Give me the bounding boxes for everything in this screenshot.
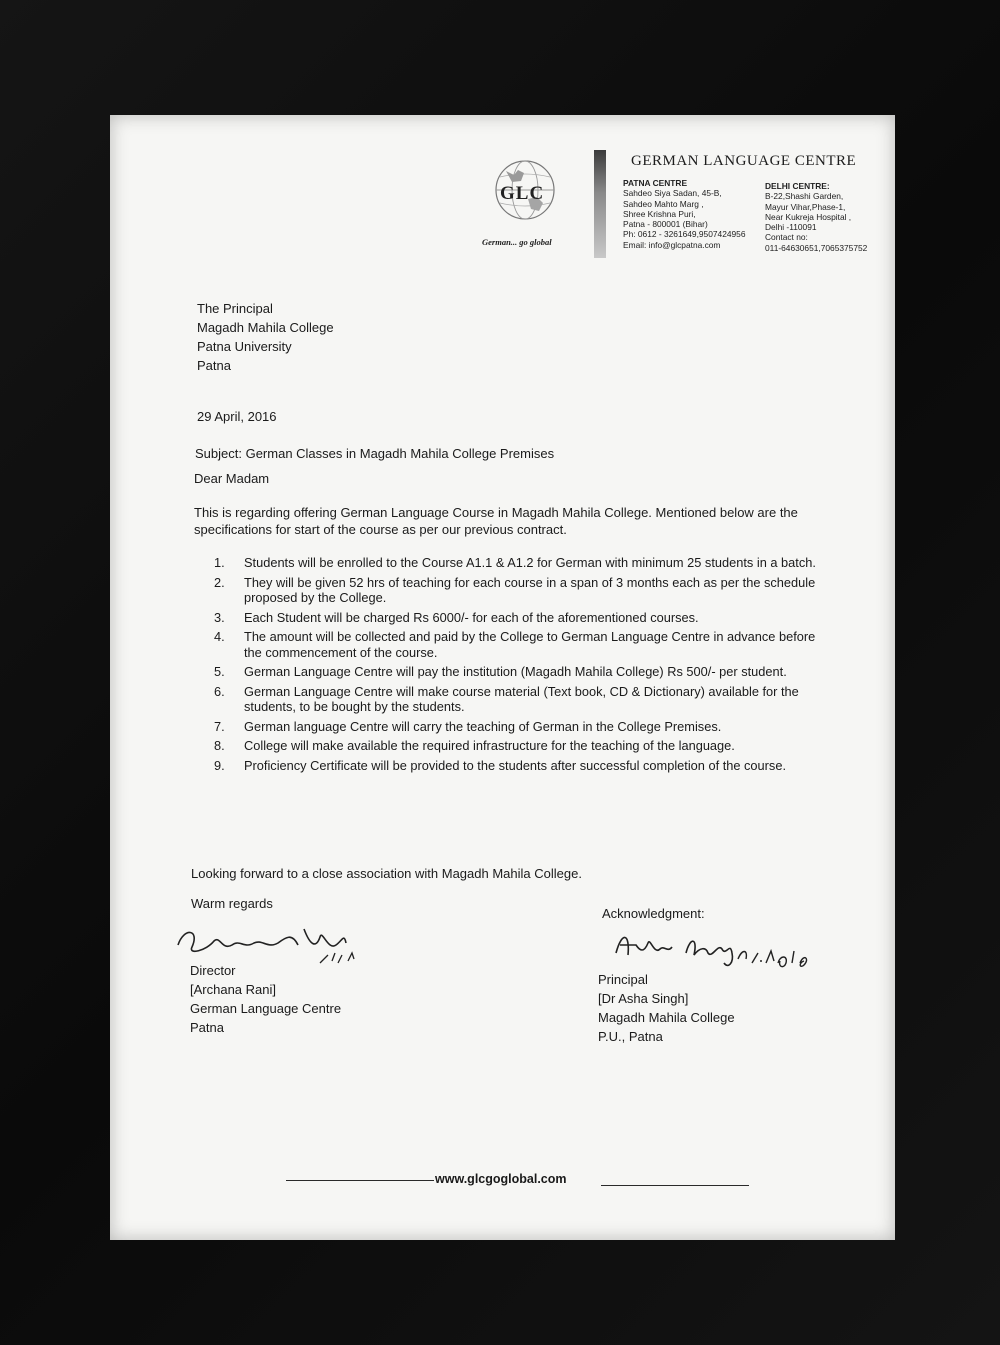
address-line: Delhi -110091: [765, 222, 817, 233]
footer-rule-left: [286, 1180, 434, 1181]
warm-regards: Warm regards: [191, 896, 273, 911]
principal-title: Principal: [598, 972, 648, 987]
list-item: 7. German language Centre will carry the teaching of German in the College Premises.: [214, 718, 722, 734]
principal-block: [598, 970, 735, 1046]
email-line: Email: info@glcpatna.com: [623, 239, 721, 250]
letter-sheet: [110, 115, 895, 1240]
principal-university: P.U., Patna: [598, 1029, 663, 1044]
patna-centre-heading: PATNA CENTRE: [623, 178, 688, 188]
list-item: 2. They will be given 52 hrs of teaching for each course in a span of 3 months each as per the schedule proposed by the College.: [214, 574, 816, 605]
list-item: 6. German Language Centre will make course material (Text book, CD & Dictionary) available for the students, to be bought by the students.: [214, 683, 799, 714]
list-item: 5. German Language Centre will pay the institution (Magadh Mahila College) Rs 500/- per student.: [214, 664, 787, 679]
contact-label: Contact no:: [765, 232, 808, 243]
address-line: Sahdeo Mahto Marg ,: [623, 198, 704, 209]
salutation: Dear Madam: [194, 471, 270, 486]
principal-name: [Dr Asha Singh]: [598, 991, 689, 1006]
subject-line: Subject: German Classes in Magadh Mahila College Premises: [195, 446, 555, 461]
delhi-centre-heading: DELHI CENTRE:: [765, 181, 830, 191]
address-line: Mayur Vihar,Phase-1,: [765, 201, 846, 212]
list-item: 3. Each Student will be charged Rs 6000/- for each of the aforementioned courses.: [214, 609, 699, 625]
organization-name: GERMAN LANGUAGE CENTRE: [631, 153, 857, 169]
footer-website: www.glcgoglobal.com: [435, 1172, 567, 1186]
address-line: Patna - 800001 (Bihar): [623, 219, 708, 230]
address-line: Sahdeo Siya Sadan, 45-B,: [623, 188, 722, 199]
address-line: Near Kukreja Hospital ,: [765, 211, 852, 222]
patna-centre-address: [623, 178, 745, 250]
footer-rule-right: [601, 1185, 749, 1186]
director-block: [190, 961, 341, 1037]
phone-line: Ph: 0612 - 3261649,9507424956: [623, 229, 746, 240]
recipient-line: Patna University: [197, 339, 292, 354]
acknowledgment-label: Acknowledgment:: [602, 906, 705, 921]
phone-line: 011-64630651,7065375752: [765, 242, 868, 253]
recipient-line: Magadh Mahila College: [197, 320, 334, 335]
delhi-centre-address: [765, 181, 867, 253]
principal-college: Magadh Mahila College: [598, 1010, 735, 1025]
recipient-line: The Principal: [197, 301, 273, 316]
closing-line: Looking forward to a close association with Magadh Mahila College.: [191, 866, 582, 881]
list-item: 4. The amount will be collected and paid by the College to German Language Centre in advance before the commencement of the course.: [214, 629, 816, 660]
logo-text: GLC: [500, 183, 545, 204]
director-name: [Archana Rani]: [190, 982, 276, 997]
director-signature: [170, 915, 370, 965]
intro-paragraph: This is regarding offering German Language Course in Magadh Mahila College. Mentioned below are the specifications for start of the course as per our previous contract.: [194, 505, 798, 537]
director-organization: German Language Centre: [190, 1001, 342, 1016]
letter-date: 29 April, 2016: [197, 409, 277, 424]
list-item: 9. Proficiency Certificate will be provided to the students after successful completion of the course.: [214, 757, 786, 773]
director-title: Director: [190, 963, 236, 978]
address-line: Shree Krishna Puri,: [623, 208, 696, 219]
address-line: B-22,Shashi Garden,: [765, 191, 844, 202]
brand-bar: [594, 150, 606, 258]
logo-tagline: German... go global: [482, 237, 552, 247]
recipient-address: [197, 299, 334, 375]
glc-logo: [482, 157, 572, 257]
principal-signature: [610, 923, 825, 971]
list-item: 8. College will make available the required infrastructure for the teaching of the language.: [214, 738, 735, 753]
director-city: Patna: [190, 1020, 224, 1035]
specifications-list: [214, 555, 834, 777]
list-item: 1. Students will be enrolled to the Course A1.1 & A1.2 for German with minimum 25 students in a batch.: [214, 555, 816, 570]
recipient-line: Patna: [197, 358, 231, 373]
